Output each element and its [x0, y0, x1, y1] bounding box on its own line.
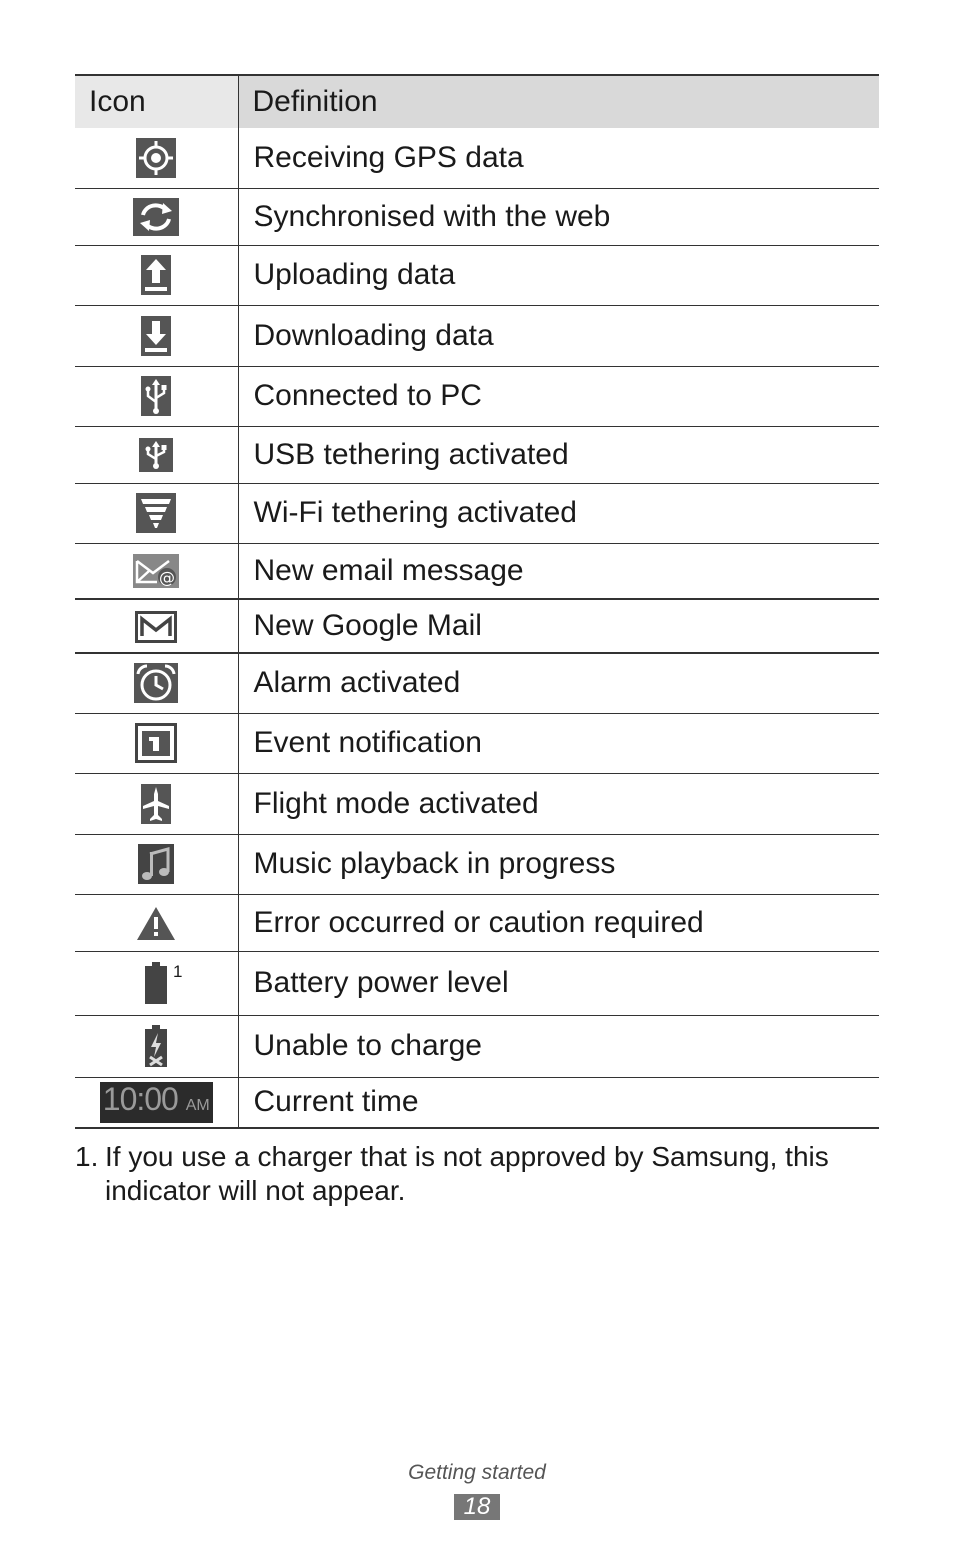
footnote: [75, 1140, 875, 1208]
clock-icon: [100, 1082, 213, 1123]
clock-time: 10:00: [102, 1080, 178, 1117]
page-number: 18: [454, 1494, 500, 1520]
wifi-tether-icon: [136, 493, 176, 533]
table-row: [75, 1077, 879, 1128]
row-definition: Synchronised with the web: [238, 188, 879, 245]
icon-definition-table: [75, 74, 879, 1129]
warning-icon: [136, 905, 176, 941]
table-row: [75, 426, 879, 483]
music-icon: [138, 844, 174, 884]
table-row: [75, 128, 879, 188]
svg-text:@: @: [159, 568, 176, 588]
table-row: [75, 245, 879, 305]
upload-icon: [141, 255, 171, 295]
table-row: [75, 834, 879, 894]
header-icon: Icon: [75, 75, 238, 128]
usb-tether-icon: [139, 438, 173, 472]
section-title: Getting started: [408, 1461, 546, 1484]
row-definition: New Google Mail: [238, 599, 879, 653]
table-row: [75, 305, 879, 366]
table-row: [75, 483, 879, 543]
footnote-text: If you use a charger that is not approved by Samsung, this indicator will not appear.: [105, 1141, 829, 1206]
row-definition: Battery power level: [238, 951, 879, 1015]
battery-icon: [145, 962, 167, 1004]
clock-ampm: AM: [185, 1096, 210, 1114]
calendar-icon: [135, 723, 177, 763]
row-definition: USB tethering activated: [238, 426, 879, 483]
table-row: [75, 1015, 879, 1077]
alarm-icon: [134, 663, 178, 703]
footnote-number: 1.: [75, 1141, 99, 1172]
row-definition: Error occurred or caution required: [238, 894, 879, 951]
table-row: [75, 773, 879, 834]
table-row: [75, 713, 879, 773]
row-definition: Connected to PC: [238, 366, 879, 426]
gps-icon: [136, 138, 176, 178]
row-definition: Alarm activated: [238, 653, 879, 713]
usb-icon: [141, 376, 171, 416]
footnote-ref: 1: [173, 961, 183, 981]
row-definition: Receiving GPS data: [238, 128, 879, 188]
row-definition: Uploading data: [238, 245, 879, 305]
table-row: [75, 188, 879, 245]
row-definition: Event notification: [238, 713, 879, 773]
gmail-icon: [135, 611, 177, 643]
table-row: [75, 653, 879, 713]
header-definition: Definition: [238, 75, 879, 128]
table-row: [75, 951, 879, 1015]
row-definition: New email message: [238, 543, 879, 599]
row-definition: Music playback in progress: [238, 834, 879, 894]
row-definition: Unable to charge: [238, 1015, 879, 1077]
table-row: [75, 599, 879, 653]
row-definition: Downloading data: [238, 305, 879, 366]
table-header-row: [75, 75, 879, 128]
table-row: [75, 543, 879, 599]
table-row: [75, 366, 879, 426]
table-row: [75, 894, 879, 951]
row-definition: Wi-Fi tethering activated: [238, 483, 879, 543]
email-icon: [133, 554, 179, 588]
download-icon: [141, 316, 171, 356]
sync-icon: [133, 198, 179, 236]
battery-error-icon: [145, 1025, 167, 1067]
row-definition: Current time: [238, 1077, 879, 1128]
airplane-icon: [141, 784, 171, 824]
row-definition: Flight mode activated: [238, 773, 879, 834]
